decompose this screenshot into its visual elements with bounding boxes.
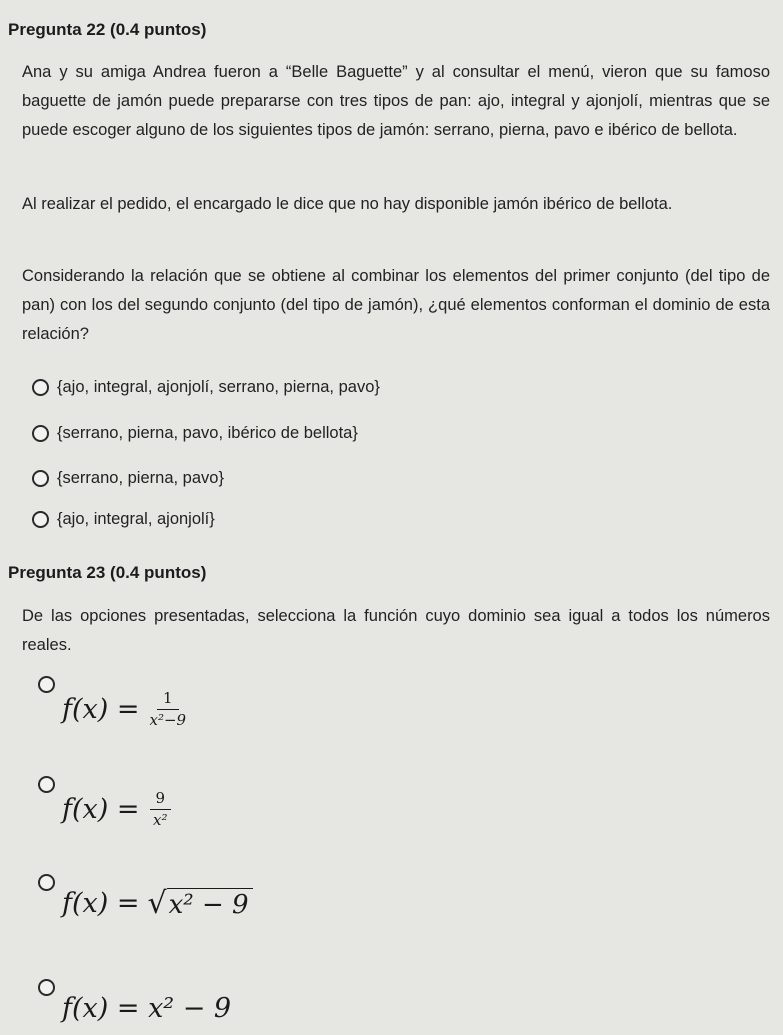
q23-option-d[interactable] <box>38 993 231 1024</box>
function-lhs: f(x) = <box>62 794 140 825</box>
question-22-paragraph-3: Considerando la relación que se obtiene al combinar los elementos del primer conjunto (del tipo de pan) con los del segundo conjunto (del tipo de jamón), ¿qué elementos conforman el dominio de esta relación? <box>22 267 770 343</box>
question-23-paragraph: De las opciones presentadas, selecciona la función cuyo dominio sea igual a todos los números reales. <box>22 607 770 654</box>
function-expression: f(x) = x² − 9 <box>62 993 232 1024</box>
radio-button[interactable] <box>32 470 49 487</box>
radicand: x² − 9 <box>167 888 253 919</box>
denominator: x²−9 <box>149 711 187 729</box>
radical-sign-icon: √ <box>147 886 167 921</box>
question-22-paragraph-2: Al realizar el pedido, el encargado le dice que no hay disponible jamón ibérico de bellota. <box>22 195 673 213</box>
question-22-title: Pregunta 22 (0.4 puntos) <box>8 20 207 39</box>
q22-option-d[interactable] <box>32 506 215 532</box>
radio-button[interactable] <box>38 676 55 693</box>
function-lhs: f(x) = <box>62 694 140 725</box>
option-label: {ajo, integral, ajonjolí, serrano, pierna, pavo} <box>57 377 380 396</box>
radio-button[interactable] <box>32 379 49 396</box>
q23-option-b[interactable] <box>38 790 171 829</box>
radio-button[interactable] <box>38 776 55 793</box>
numerator: 9 <box>150 790 172 810</box>
q22-option-b[interactable] <box>32 420 358 446</box>
question-23-title: Pregunta 23 (0.4 puntos) <box>8 563 207 582</box>
fraction <box>150 790 172 829</box>
radio-button[interactable] <box>38 874 55 891</box>
denominator: x² <box>153 811 168 829</box>
option-label: {serrano, pierna, pavo, ibérico de bellota} <box>57 423 358 442</box>
option-label: {ajo, integral, ajonjolí} <box>57 509 215 528</box>
radio-button[interactable] <box>32 511 49 528</box>
function-lhs: f(x) = <box>62 888 140 919</box>
radio-button[interactable] <box>38 979 55 996</box>
q22-option-c[interactable] <box>32 465 224 491</box>
q23-option-c[interactable] <box>38 888 253 919</box>
radio-button[interactable] <box>32 425 49 442</box>
q23-option-a[interactable] <box>38 690 186 729</box>
square-root <box>148 888 253 919</box>
q22-option-a[interactable] <box>32 374 380 400</box>
numerator: 1 <box>157 690 179 710</box>
fraction <box>150 690 187 729</box>
option-label: {serrano, pierna, pavo} <box>57 468 224 487</box>
question-22-paragraph-1: Ana y su amiga Andrea fueron a “Belle Baguette” y al consultar el menú, vieron que su famoso baguette de jamón puede prepararse con tres tipos de pan: ajo, integral y ajonjolí, mientras que se puede escoger alguno de los siguientes tipos de jamón: serrano, pierna, pavo e ibérico de bellota. <box>22 63 770 139</box>
